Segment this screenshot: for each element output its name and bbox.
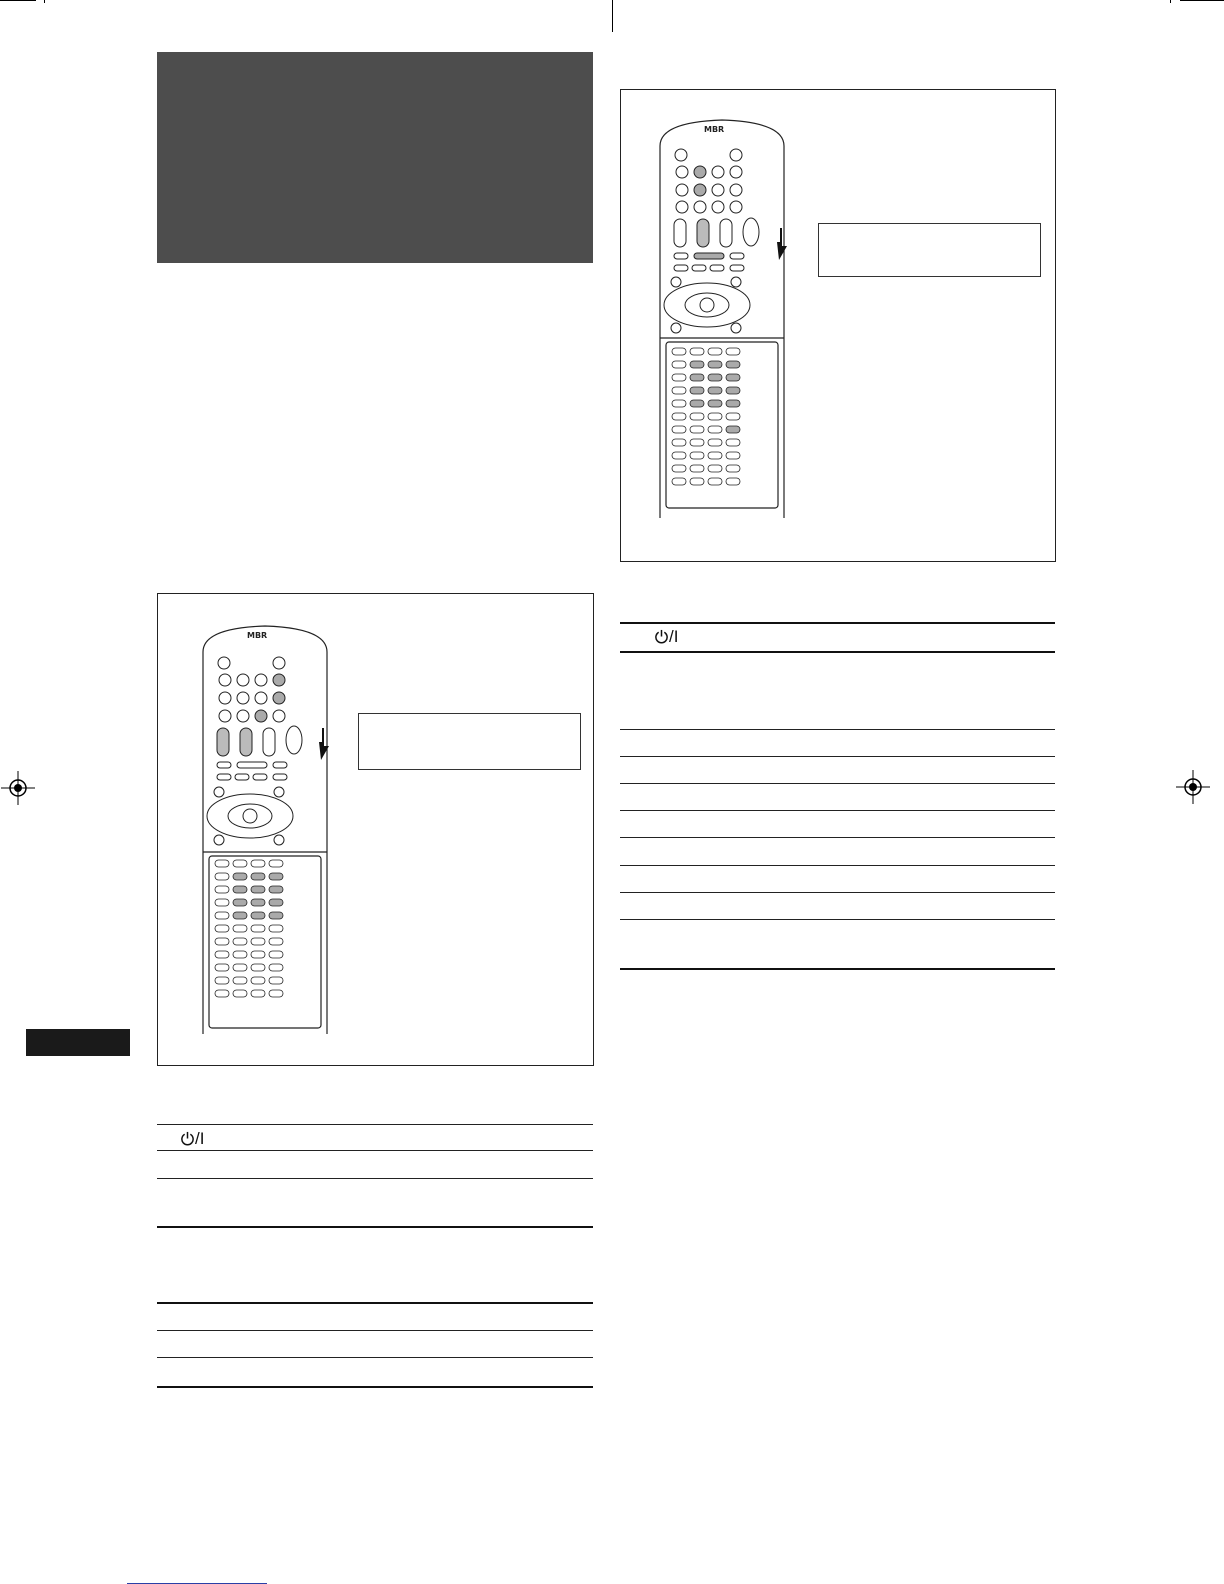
- left-remote-illustration: [195, 622, 335, 1034]
- right-remote-logo: MBR: [704, 125, 725, 134]
- right-table-rule: [620, 865, 1055, 866]
- right-table-rule: [620, 783, 1055, 784]
- right-power-key-label: [654, 628, 678, 645]
- left-table-rule: [157, 1178, 593, 1179]
- left-table-rule: [157, 1330, 593, 1331]
- right-table-rule-thick: [620, 622, 1055, 624]
- power-standby-icon: [654, 629, 669, 644]
- right-display-box: [818, 223, 1041, 277]
- power-standby-icon: [180, 1131, 195, 1146]
- left-table-rule: [157, 1150, 593, 1151]
- right-table-rule: [620, 756, 1055, 757]
- right-table-rule: [620, 837, 1055, 838]
- left-power-key-text: /I: [195, 1129, 205, 1148]
- right-power-key-text: /I: [669, 627, 679, 646]
- right-table-rule-thick: [620, 651, 1055, 653]
- down-arrow-icon-left: [315, 728, 331, 760]
- right-remote-illustration: [652, 116, 792, 518]
- crop-mark-top-center: [612, 0, 613, 32]
- crop-mark-top-right: [1180, 0, 1224, 1]
- left-table-rule: [157, 1124, 593, 1125]
- crop-mark-top-right-v: [1170, 0, 1171, 3]
- right-table-rule: [620, 729, 1055, 730]
- crop-mark-top-left: [0, 0, 36, 1]
- left-display-box: [358, 713, 581, 770]
- left-table-rule-thick: [157, 1226, 593, 1228]
- registration-crosshair-icon-right: [1176, 770, 1210, 804]
- left-remote-logo: MBR: [247, 631, 268, 640]
- registration-crosshair-icon-left: [1, 771, 35, 805]
- left-table-rule-thick: [157, 1386, 593, 1388]
- right-table-rule: [620, 892, 1055, 893]
- section-header-block: [157, 52, 593, 263]
- crop-mark-top-left-v: [44, 0, 45, 3]
- left-table-rule-thick: [157, 1302, 593, 1304]
- left-table-rule: [157, 1357, 593, 1358]
- side-index-tab: [26, 1029, 130, 1056]
- down-arrow-icon-right: [773, 228, 789, 260]
- right-table-rule: [620, 919, 1055, 920]
- right-table-rule: [620, 810, 1055, 811]
- left-power-key-label: [180, 1130, 204, 1147]
- right-table-rule-thick: [620, 968, 1055, 970]
